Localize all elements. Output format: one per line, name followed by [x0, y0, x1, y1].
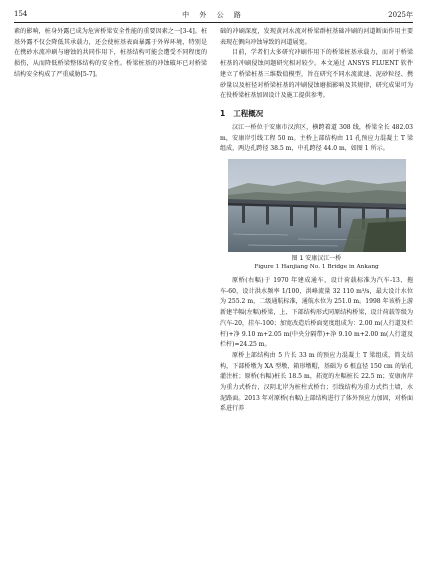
body-paragraph: 原桥上部结构由 5 片长 33 m 的预应力混凝土 T 梁组成，简支结构，下部桥墩为 XA 型墩，箱形墩帽，基础为 6 根直径 150 cm 的钻孔灌注桩；原桥(右幅)桩长 18.5 m，拓宽的左幅桩长 22.5 m；安康南岸为重力式桥台，汉阴北岸为桩柱式桥台；引线结构为重力式挡土墙，水泥路面。2013 年对原桥(右幅)上部结构进行了体外预应力加固，对桥面系进行养 — [220, 351, 413, 413]
page-header — [14, 8, 413, 23]
figure-caption-cn: 图 1 安康汉江一桥 — [291, 255, 342, 263]
figure-caption-en: Figure 1 Hanjiang No. 1 Bridge in Ankang — [254, 264, 379, 271]
section-heading — [220, 107, 413, 120]
issue-year: 2025年 — [388, 11, 413, 19]
body-paragraph: 原桥(右幅)于 1970 年建成通车，设计荷载标准为汽车-13、拖车-60，设计洪水频率 1/100，洪峰流量 32 110 m³/s，最大设计水位为 255.2 m，二级通航标准，通航水位为 251.0 m。1998 年该桥上游新建半幅(左幅)桥梁，上、下部结构形式同原结构桥梁，设计荷载等级为汽车-20，挂车-100；加宽改造后桥面宽度组成为：2.00 m(人行道及栏杆)+净 9.10 m+2.05 m(中央分隔带)+净 9.10 m+2.00 m(人行道及栏杆)=24.25 m。 — [220, 277, 413, 349]
section-number: 1 — [220, 108, 226, 118]
journal-title: 中 外 公 路 — [182, 11, 245, 19]
body-paragraph: 目前，学者们大多研究冲刷作用下的桥梁桩基承载力，而对于桥梁桩基的冲刷侵蚀问题研究相对较少。本文通过 ANSYS FLUENT 软件建立了桥梁桩基三维数值模型，旨在研究不同水流流速、泥砂粒径、携砂量以及桩径对桥梁桩基的冲刷侵蚀磨损影响及其规律，研究成果可为在役桥梁桩基加固设计及施工提供参考。 — [220, 49, 413, 100]
bridge-photo — [228, 159, 406, 252]
body-paragraph: 素的影响，桩身外露已成为危害桥梁安全性能的重要因素之一[3-4]。桩基外露不仅会降低其承载力，还会使桩基表面暴露于外界环境，特别是在携砂水流冲刷与磨蚀的共同作用下，桩基结构可能会遭受不同程度的损伤，从而降低桥梁整体结构的安全性。桥梁桩基的冲蚀破坏已对桥梁结构安全构成了严重威胁[5-7]。 — [14, 28, 207, 78]
bridge-photo-illustration — [228, 159, 406, 252]
body-paragraph: 汉江一桥位于安康市汉滨区，横跨着道 308 线，桥梁全长 482.03 m，安康岸引线工程 50 m。主桥上部结构由 11 孔预应力混凝土 T 梁组成，两边孔跨径 38.5 m，中孔跨径 44.0 m，如图 1 所示。 — [220, 123, 413, 153]
section-title: 工程概况 — [233, 108, 264, 118]
body-paragraph: 础的冲刷深度，发现黄河水流对桥梁群桩基础冲刷的河道断面作用主要表现在侧向冲蚀导致的河道展宽。 — [220, 28, 413, 46]
left-column — [14, 27, 207, 572]
right-column — [220, 27, 413, 572]
page-number: 154 — [14, 10, 28, 18]
